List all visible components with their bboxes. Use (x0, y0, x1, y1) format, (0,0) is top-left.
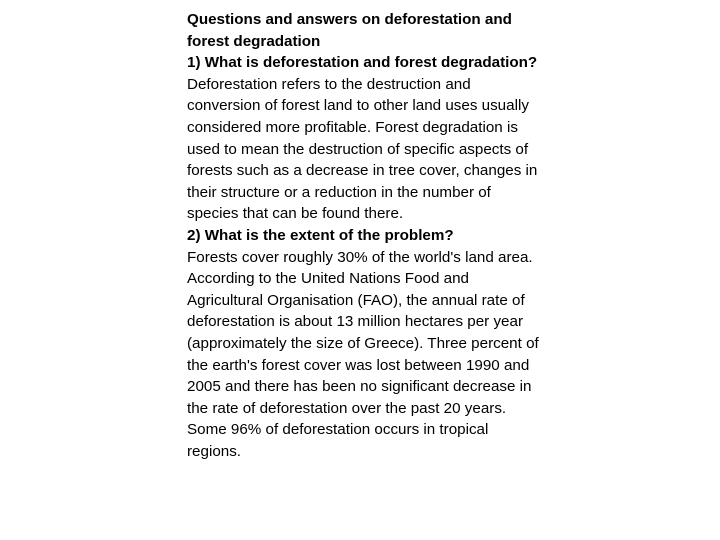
document-page (187, 9, 539, 462)
document-title: Questions and answers on deforestation and forest degradation (187, 11, 512, 50)
answer-2-text: Forests cover roughly 30% of the world's land area. According to the United Nations Food and Agricultural Organisation (FAO), the annual rate of deforestation is about 13 million hectares per year (approximately the size of Greece). Three percent of the earth's forest cover was lost between 1990 and 2005 and there has been no significant decrease in the rate of deforestation over the past 20 years. Some 96% of deforestation occurs in tropical regions. (187, 248, 539, 460)
answer-1-text: Deforestation refers to the destruction and conversion of forest land to other land uses usually considered more profitable. Forest degradation is used to mean the destruction of specific aspects of forests such as a decrease in tree cover, changes in their structure or a reduction in the number of species that can be found there. (187, 75, 538, 223)
question-2-heading: 2) What is the extent of the problem? (187, 226, 454, 244)
question-1-heading: 1) What is deforestation and forest degradation? (187, 54, 538, 72)
